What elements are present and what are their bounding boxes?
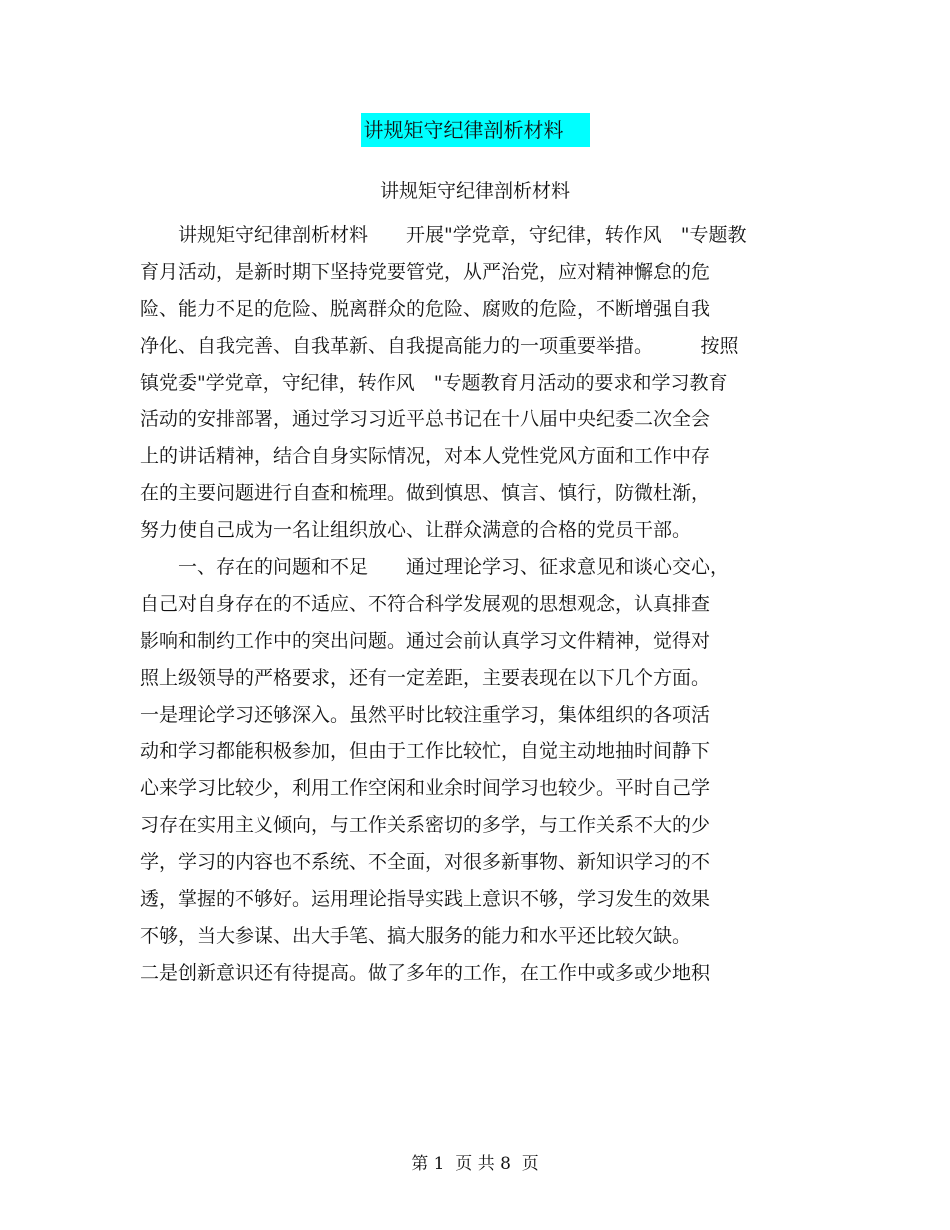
- page-indicator: 第 1 页 共 8 页: [411, 1154, 539, 1174]
- body-text-line: 习存在实用主义倾向，与工作关系密切的多学，与工作关系不大的少: [140, 814, 711, 837]
- body-text-line: 在的主要问题进行自查和梳理。做到慎思、慎言、慎行，防微杜渐，: [140, 482, 711, 505]
- body-text-line: 透，掌握的不够好。运用理论指导实践上意识不够，学习发生的效果: [140, 888, 711, 911]
- body-text-line: 心来学习比较少，利用工作空闲和业余时间学习也较少。平时自己学: [140, 777, 711, 800]
- body-text-line: 讲规矩守纪律剖析材料 开展"学党章，守纪律，转作风 "专题教: [140, 224, 747, 246]
- body-text-line: 育月活动，是新时期下坚持党要管党，从严治党，应对精神懈怠的危: [140, 260, 711, 283]
- document-body: [140, 219, 820, 994]
- body-text-line: 上的讲话精神，结合自身实际情况，对本人党性党风方面和工作中存: [140, 445, 711, 468]
- body-text-line: 学，学习的内容也不系统、不全面，对很多新事物、新知识学习的不: [140, 851, 711, 874]
- body-text-line: 活动的安排部署，通过学习习近平总书记在十八届中央纪委二次全会: [140, 408, 711, 431]
- document-subtitle: 讲规矩守纪律剖析材料: [379, 180, 570, 202]
- body-text-line: 一、存在的问题和不足 通过理论学习、征求意见和谈心交心，: [140, 556, 730, 579]
- body-text-line: 努力使自己成为一名让组织放心、让群众满意的合格的党员干部。: [140, 519, 692, 542]
- body-text-line: 自己对自身存在的不适应、不符合科学发展观的思想观念，认真排查: [140, 592, 711, 615]
- document-title-text: 讲规矩守纪律剖析材料: [361, 113, 590, 147]
- body-text-line: 照上级领导的严格要求，还有一定差距，主要表现在以下几个方面。: [140, 666, 711, 689]
- body-text-line: 一是理论学习还够深入。虽然平时比较注重学习，集体组织的各项活: [140, 703, 711, 726]
- body-text-line: 二是创新意识还有待提高。做了多年的工作，在工作中或多或少地积: [140, 961, 711, 984]
- body-text-line: 不够，当大参谋、出大手笔、搞大服务的能力和水平还比较欠缺。: [140, 924, 692, 947]
- body-text-line: 险、能力不足的危险、脱离群众的危险、腐败的危险，不断增强自我: [140, 297, 711, 320]
- body-text-line: 镇党委"学党章，守纪律，转作风 "专题教育月活动的要求和学习教育: [140, 371, 728, 394]
- body-text-line: 动和学习都能积极参加，但由于工作比较忙，自觉主动地抽时间静下: [140, 740, 711, 763]
- body-text-line: 影响和制约工作中的突出问题。通过会前认真学习文件精神，觉得对: [140, 629, 711, 652]
- body-text-line: 净化、自我完善、自我革新、自我提高能力的一项重要举措。 按照: [140, 334, 739, 357]
- document-title: [0, 113, 950, 147]
